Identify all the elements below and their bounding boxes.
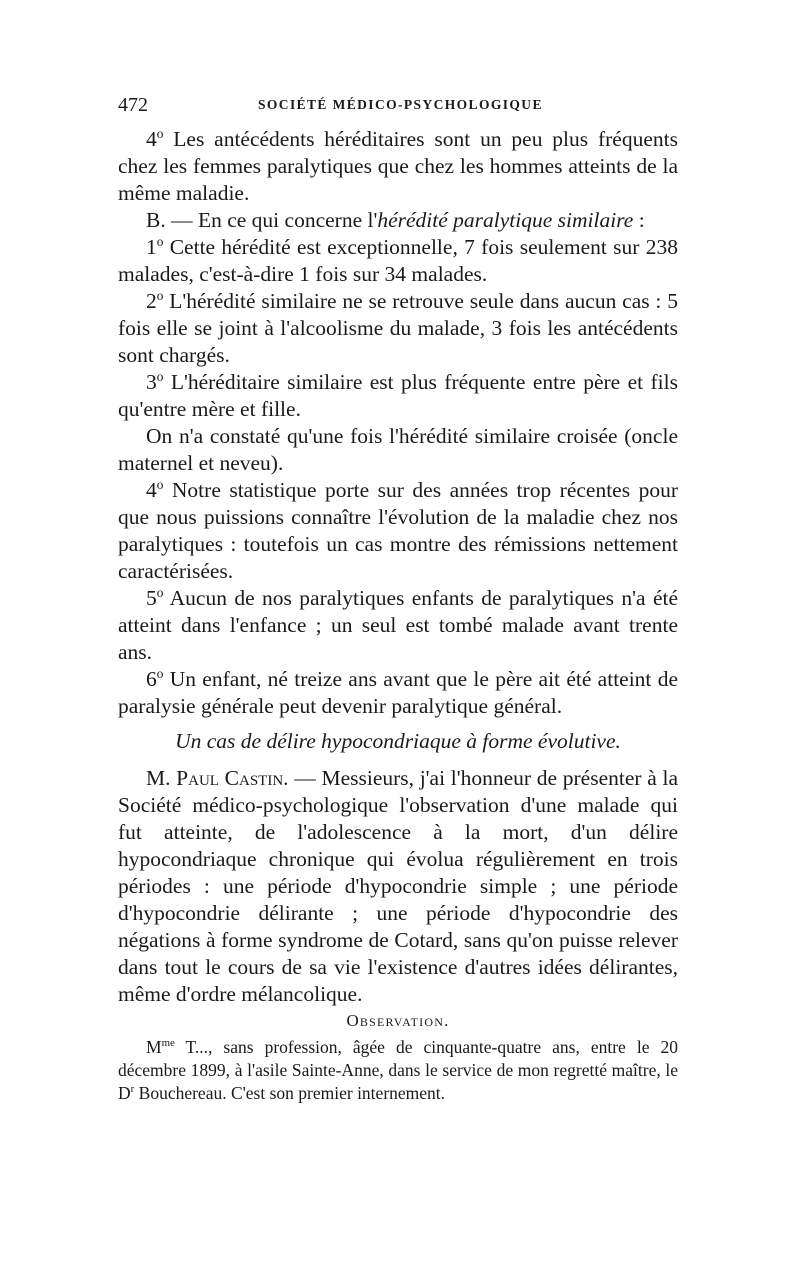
paragraph-4-statistique: 4$^o$ Notre statistique porte sur des années trop récentes pour que nous puissions connaître l'évolution de la maladie chez nos paralytiques : toutefois un cas montre des rémissions nettement caractérisées.	[118, 476, 678, 583]
page-number: 472	[118, 94, 148, 116]
observation-heading: Observation.	[346, 1011, 450, 1030]
paragraph-2-similaire: 2$^o$ L'hérédité similaire ne se retrouve seule dans aucun cas : 5 fois elle se joint à l'alcoolisme du malade, 3 fois les antécédents sont chargés.	[118, 287, 678, 367]
paragraph-3-pere-fils: 3$^o$ L'héréditaire similaire est plus fréquente entre père et fils qu'entre mère et fille.	[118, 368, 678, 421]
body-text	[118, 126, 678, 1105]
paragraph-1-exceptionnelle: 1$^o$ Cette hérédité est exceptionnelle, 7 fois seulement sur 238 malades, c'est-à-dire 1 fois sur 34 malades.	[118, 233, 678, 286]
paragraph-b-heredite: B. — En ce qui concerne l'hérédité paralytique similaire :	[146, 208, 645, 232]
paragraph-croisee: On n'a constaté qu'une fois l'hérédité similaire croisée (oncle maternel et neveu).	[118, 424, 678, 475]
section-title: Un cas de délire hypocondriaque à forme évolutive.	[175, 729, 621, 753]
paragraph-6-enfant: 6$^o$ Un enfant, né treize ans avant que le père ait été atteint de paralysie générale peut devenir paralytique général.	[118, 665, 678, 718]
page-header	[118, 94, 678, 116]
paragraph-4-antecedents: 4$^o$ Les antécédents héréditaires sont un peu plus fréquents chez les femmes paralytiques que chez les hommes atteints de la même maladie.	[118, 125, 678, 205]
observation-paragraph: $M^{me}$ T..., sans profession, âgée de cinquante-quatre ans, entre le 20 décembre 1899, à l'asile Sainte-Anne, dans le service de mon regretté maître, le $D^r$ Bouchereau. C'est son premier internement.	[118, 1037, 678, 1103]
speaker-name: M. Paul Castin.	[146, 766, 289, 790]
paragraph-castin-speech: M. Paul Castin. — Messieurs, j'ai l'honneur de présenter à la Société médico-psychologique l'observation d'une malade qui fut atteinte, de l'adolescence à la mort, d'un délire hypocondriaque chronique qui évolua régulièrement en trois périodes : une période d'hypocondrie simple ; une période d'hypocondrie délirante ; une période d'hypocondrie des négations à forme syndrome de Cotard, sans qu'on puisse relever dans tout le cours de sa vie l'existence d'autres idées délirantes, même d'ordre mélancolique.	[118, 766, 678, 1006]
paragraph-5-enfants: 5$^o$ Aucun de nos paralytiques enfants de paralytiques n'a été atteint dans l'enfance ; un seul est tombé malade avant trente ans.	[118, 584, 678, 664]
running-title: SOCIÉTÉ MÉDICO-PSYCHOLOGIQUE	[258, 97, 543, 112]
